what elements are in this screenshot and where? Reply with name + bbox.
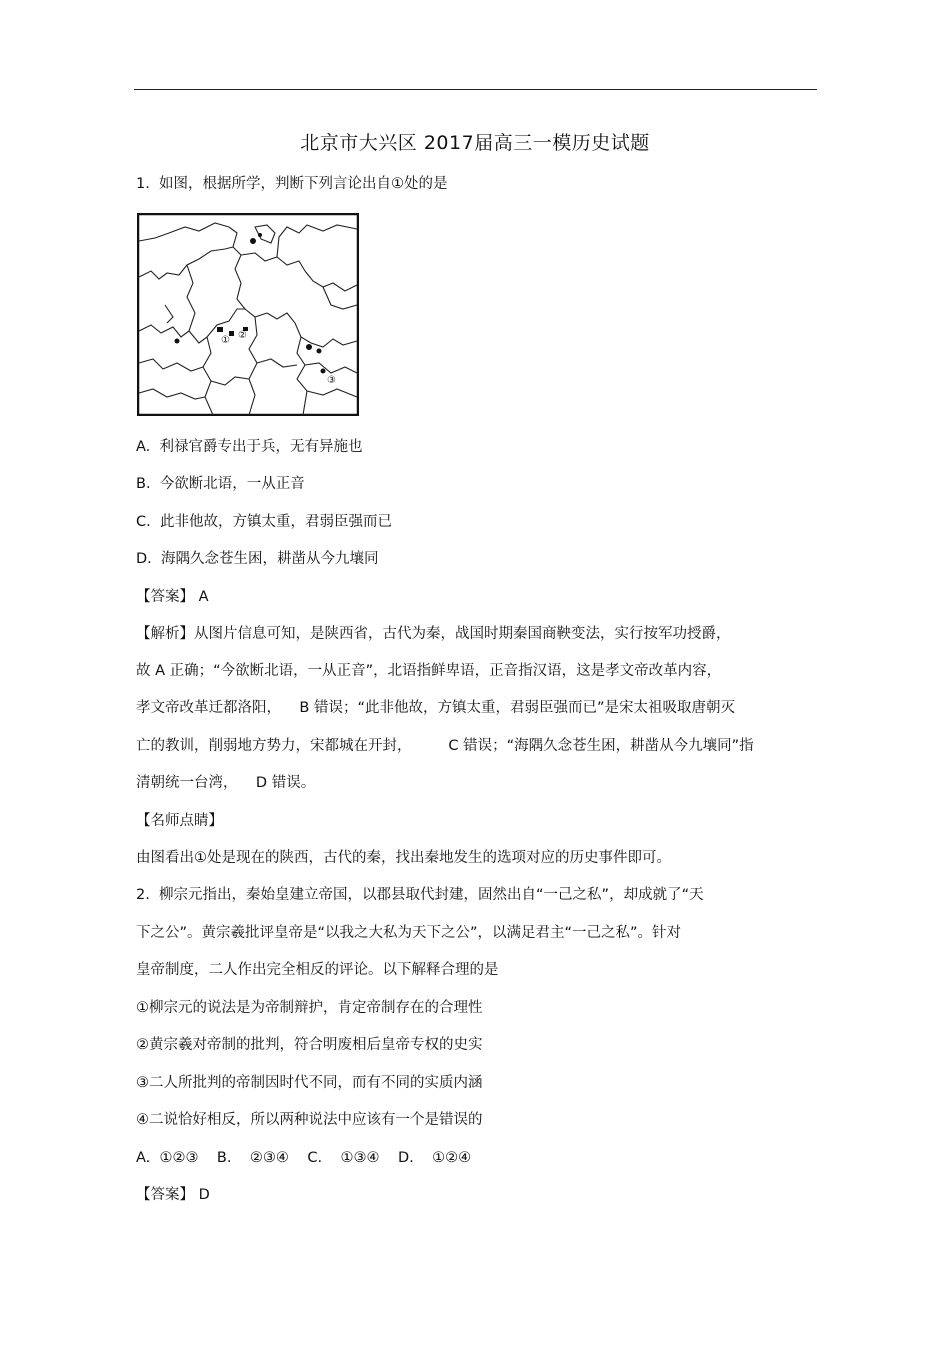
header-rule (134, 89, 817, 90)
question-2-stem: 2. 柳宗元指出，秦始皇建立帝国，以郡县取代封建，固然出自“一己之私”，却成就了“天 (136, 887, 704, 903)
analysis-line: 清朝统一台湾， D 错误。 (136, 775, 316, 791)
map-figure (137, 213, 359, 416)
tip-text: 由图看出①处是现在的陕西，古代的秦，找出秦地发生的选项对应的历史事件即可。 (136, 850, 671, 866)
option-d: D. 海隅久念苍生困，耕凿从今九壤同 (136, 551, 379, 567)
tip-heading: 【名师点睛】 (136, 813, 223, 829)
statement-2: ②黄宗羲对帝制的批判，符合明废相后皇帝专权的史实 (136, 1037, 483, 1053)
page-title: 北京市大兴区 2017届高三一模历史试题 (300, 132, 650, 154)
statement-1: ①柳宗元的说法是为帝制辩护，肯定帝制存在的合理性 (136, 1000, 483, 1016)
question-1-stem: 1. 如图，根据所学，判断下列言论出自①处的是 (136, 176, 448, 192)
statement-3: ③二人所批判的帝制因时代不同，而有不同的实质内涵 (136, 1075, 483, 1091)
statement-4: ④二说恰好相反，所以两种说法中应该有一个是错误的 (136, 1112, 483, 1128)
option-a: A. 利禄官爵专出于兵，无有异施也 (136, 439, 363, 455)
question-2-options: A. ①②③ B. ②③④ C. ①③④ D. ①②④ (136, 1150, 472, 1166)
answer-2: 【答案】 D (136, 1187, 210, 1203)
question-2-stem: 皇帝制度，二人作出完全相反的评论。以下解释合理的是 (136, 962, 499, 978)
analysis-line: 故 A 正确；“今欲断北语，一从正音”，北语指鲜卑语，正音指汉语，这是孝文帝改革内容， (136, 663, 722, 679)
option-b: B. 今欲断北语，一从正音 (136, 476, 305, 492)
analysis-line: 孝文帝改革迁都洛阳， B 错误；“此非他故，方镇太重，君弱臣强而已”是宋太祖吸取唐朝灭 (136, 700, 736, 716)
map-label-1: ① (221, 335, 230, 346)
map-label-2: ② (238, 330, 247, 341)
analysis-line: 亡的教训，削弱地方势力，宋都城在开封， C 错误；“海隅久念苍生困，耕凿从今九壤同”指 (136, 738, 754, 754)
analysis-line: 【解析】从图片信息可知，是陕西省，古代为秦，战国时期秦国商鞅变法，实行按军功授爵， (136, 626, 731, 642)
map-label-3: ③ (327, 375, 336, 386)
option-c: C. 此非他故，方镇太重，君弱臣强而已 (136, 514, 392, 530)
question-2-stem: 下之公”。黄宗羲批评皇帝是“以我之大私为天下之公”，以满足君主“一己之私”。针对 (136, 925, 682, 941)
answer-1: 【答案】 A (136, 589, 209, 605)
